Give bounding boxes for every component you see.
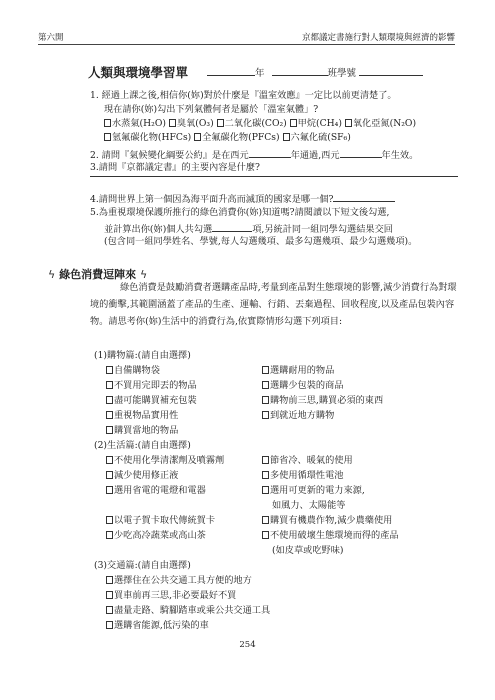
living-option	[106, 482, 206, 496]
living-heading: (2)生活篇:(請自由選擇)	[94, 440, 191, 451]
shopping-option	[262, 362, 334, 376]
checkbox[interactable]	[106, 456, 113, 464]
checkbox[interactable]	[106, 426, 113, 434]
shopping-option	[106, 392, 197, 406]
option-label: 購買當地的物品	[114, 425, 179, 436]
checkbox[interactable]	[106, 381, 113, 389]
option-label: 選用省電的電燈和電器	[114, 485, 206, 496]
transport-option	[106, 602, 270, 616]
checkbox[interactable]	[262, 471, 269, 479]
page-number: 254	[239, 640, 256, 650]
question-5-part-b: 項,另統計同一組同學勾選結果交回	[252, 224, 393, 235]
living-option	[106, 467, 178, 481]
checkbox[interactable]	[262, 381, 269, 389]
question-1-line-1: 1. 經過上課之後,相信你(妳)對於什麼是『溫室效應』一定比以前更清楚了。	[90, 90, 397, 101]
option-label: 重視物品實用性	[114, 410, 179, 421]
gas-options-row-1	[104, 117, 416, 131]
lightning-icon: ϟ	[48, 268, 56, 281]
checkbox[interactable]	[106, 621, 113, 629]
transport-option	[106, 572, 252, 586]
option-label: 節省冷、暖氣的使用	[270, 455, 353, 466]
checkbox[interactable]	[262, 486, 269, 494]
question-4	[90, 190, 395, 207]
checkbox[interactable]	[262, 516, 269, 524]
checkbox[interactable]	[106, 576, 113, 584]
option-label: 以電子賀卡取代傳統賀卡	[114, 515, 216, 526]
option-label: 不使用破壞生態環境而得的產品	[270, 530, 399, 541]
shopping-option	[106, 362, 160, 376]
count-blank[interactable]	[212, 220, 252, 232]
question-2-part-c: 年生效。	[381, 150, 419, 161]
checkbox[interactable]	[262, 531, 269, 539]
option-label: 不使用化學清潔劑及噴霧劑	[114, 455, 225, 466]
question-5-line-3: (包含同一組同學姓名、學號,每人勾選幾項、最多勾選幾項、最少勾選幾項)。	[104, 236, 418, 247]
checkbox[interactable]	[104, 119, 111, 127]
question-2-part-a: 2. 請問『氣候變化綱要公約』是在西元	[90, 150, 249, 161]
option-label: 到就近地方購物	[270, 410, 335, 421]
effective-year-blank[interactable]	[340, 146, 382, 158]
gas-option: 臭氧(O₃)	[176, 118, 214, 129]
option-label: 選擇住在公共交通工具方便的地方	[114, 575, 252, 586]
checkbox[interactable]	[106, 606, 113, 614]
option-label: 少吃高冷蔬菜或高山茶	[114, 530, 206, 541]
checkbox[interactable]	[106, 471, 113, 479]
option-label: 購買有機農作物,減少農藥使用	[270, 515, 393, 526]
book-title: 京都議定書施行對人類環境與經濟的影響	[301, 33, 455, 43]
living-option	[262, 512, 392, 526]
checkbox[interactable]	[262, 366, 269, 374]
transport-option	[106, 617, 209, 631]
year-label: 年	[255, 68, 265, 79]
question-2-part-b: 年通過,西元	[290, 150, 340, 161]
shopping-option	[106, 407, 178, 421]
checkbox[interactable]	[106, 486, 113, 494]
gas-option: 全氟碳化物(PFCs)	[202, 132, 280, 143]
checkbox[interactable]	[106, 366, 113, 374]
gas-option: 氫氟碳化物(HFCs)	[112, 132, 192, 143]
shopping-option	[106, 377, 197, 391]
answer-line[interactable]	[90, 176, 458, 177]
class-seat-label: 班學號	[327, 68, 357, 79]
shopping-option	[262, 392, 383, 406]
checkbox[interactable]	[106, 531, 113, 539]
intro-paragraph: 綠色消費是鼓勵消費者選購產品時,考量到產品對生態環境的影響,減少消費行為對環境的衝擊,其範圍涵蓋了產品的生產、運輸、行銷、丟棄過程、回收程度,以及產品包裝內容物。請思考你(妳)生活中的消費行為,依實際情形勾選下列項目:	[90, 282, 457, 327]
option-label: 買車前再三思,非必要最好不買	[114, 590, 237, 601]
option-label: 自備購物袋	[114, 365, 160, 376]
checkbox[interactable]	[194, 133, 201, 141]
option-label: 多使用循環性電池	[270, 470, 344, 481]
checkbox[interactable]	[106, 516, 113, 524]
living-option	[262, 527, 399, 541]
gas-option: 氧化亞氮(N₂O)	[352, 118, 417, 129]
seat-number-blank[interactable]	[359, 64, 423, 76]
transport-heading: (3)交通篇:(請自由選擇)	[94, 560, 191, 571]
checkbox[interactable]	[345, 119, 352, 127]
worksheet-meta	[207, 64, 423, 79]
checkbox[interactable]	[106, 396, 113, 404]
checkbox[interactable]	[262, 396, 269, 404]
option-label: 購物前三思,購買必須的東西	[270, 395, 384, 406]
running-header	[38, 30, 455, 45]
option-label: 選購省能源,低污染的車	[114, 620, 209, 631]
question-3: 3.請問『京都議定書』的主要內容是什麼?	[90, 162, 260, 173]
chapter-label: 第六開	[38, 33, 64, 43]
checkbox[interactable]	[217, 119, 224, 127]
option-label: 盡可能購買補充包裝	[114, 395, 197, 406]
class-blank[interactable]	[272, 64, 328, 76]
lightning-icon: ϟ	[139, 268, 148, 281]
transport-option	[106, 587, 236, 601]
question-5-line-1: 5.為重視環境保護所推行的綠色消費你(妳)知道嗎?請閱讀以下短文後勾選,	[90, 207, 390, 218]
checkbox[interactable]	[104, 133, 111, 141]
checkbox[interactable]	[290, 119, 297, 127]
option-label: 選購耐用的物品	[270, 365, 335, 376]
living-option	[262, 467, 344, 481]
worksheet-title: 人類與環境學習單	[88, 65, 189, 80]
living-option	[262, 482, 365, 496]
shopping-option	[106, 422, 178, 436]
question-5-part-a: 並計算出你(妳)個人共勾選	[104, 224, 213, 235]
option-label: 選購少包裝的商品	[270, 380, 344, 391]
question-1-line-2: 現在請你(妳)勾出下列氣體何者是屬於「溫室氣體」?	[104, 104, 319, 115]
shopping-option	[262, 407, 334, 421]
question-4-text: 4.請問世界上第一個因為海平面升高而滅頂的國家是哪一個?	[90, 194, 334, 205]
gas-options-row-2	[104, 131, 351, 145]
gas-option: 水蒸氣(H₂O)	[112, 118, 166, 129]
gas-option: 六氟化硫(SF₆)	[290, 132, 351, 143]
checkbox[interactable]	[106, 591, 113, 599]
gas-option: 甲烷(CH₄)	[297, 118, 342, 129]
shopping-option	[262, 377, 344, 391]
answer-blank[interactable]	[333, 190, 395, 202]
option-label: 不買用完即丟的物品	[114, 380, 197, 391]
option-label: 選用可更新的電力來源,	[270, 485, 365, 496]
living-option-continuation: (如皮草或吃野味)	[272, 545, 344, 556]
gas-option: 二氧化碳(CO₂)	[224, 118, 287, 129]
option-label: 減少使用修正液	[114, 470, 179, 481]
checkbox[interactable]	[262, 456, 269, 464]
adopted-year-blank[interactable]	[249, 146, 291, 158]
checkbox[interactable]	[262, 411, 269, 419]
living-option	[262, 452, 353, 466]
checkbox[interactable]	[283, 133, 290, 141]
living-option	[106, 512, 215, 526]
grade-blank[interactable]	[207, 64, 255, 76]
living-option	[106, 452, 224, 466]
checkbox[interactable]	[169, 119, 176, 127]
living-option-continuation: 如風力、太陽能等	[272, 500, 346, 511]
living-option	[106, 527, 206, 541]
checkbox[interactable]	[106, 411, 113, 419]
section-title: 綠色消費逗陣來	[59, 268, 137, 281]
shopping-heading: (1)購物篇:(請自由選擇)	[94, 350, 191, 361]
option-label: 盡量走路、騎腳踏車或乘公共交通工具	[114, 605, 271, 616]
